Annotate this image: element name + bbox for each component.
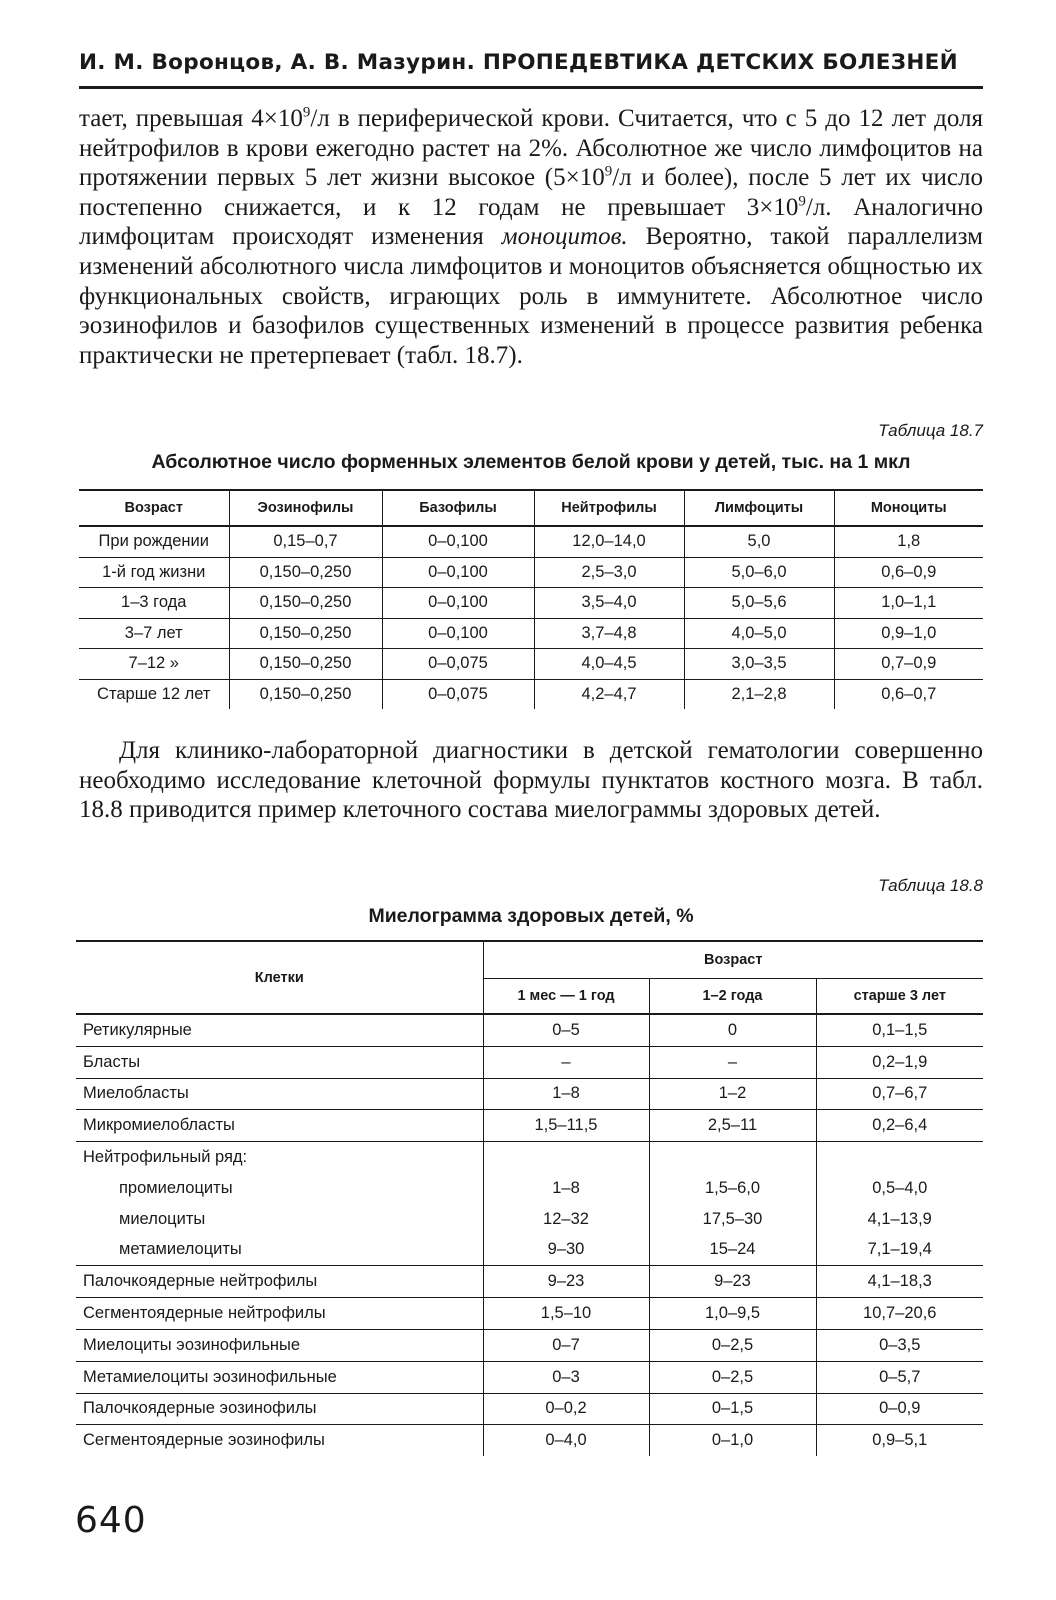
col-header-age-2: 1–2 года — [649, 979, 816, 1015]
body-paragraph-1: тает, превышая $4\times 10^9/л$ в периферической крови. Считается, что с 5 до 12 лет доля нейтрофилов в крови ежегодно растет на 2%. Абсолютное же число лимфоцитов на протяжении первых 5 лет жизни высокое ($5\times 10^9/л$ и более), после 5 лет их число постепенно снижается, и к 12 годам не превышает $3\times 10^9/л$. Аналогично лимфоцитам происходят изменения моноцитов. Вероятно, такой параллелизм изменений абсолютного числа лимфоцитов и моноцитов объясняется общностью их функциональных свойств, играющих роль в иммунитете. Абсолютное число эозинофилов и базофилов существенных изменений в процессе развития ребенка практически не претерпевает (табл. 18.7). — [79, 104, 984, 369]
table-cell: 5,0–6,0 — [684, 557, 834, 588]
row-label: миелоциты — [119, 1209, 206, 1228]
table-cell: 3,0–3,5 — [684, 649, 834, 680]
table-row — [79, 649, 983, 680]
table-cell: 1,0–1,1 — [834, 588, 983, 619]
col-header-age: Возраст — [483, 941, 983, 979]
table-cell: 0–1,0 — [649, 1425, 816, 1456]
table-row — [76, 1046, 983, 1078]
table-cell: 0–0,100 — [382, 588, 534, 619]
table-18-8-title: Миелограмма здоровых детей, % — [368, 905, 694, 927]
table-cell: 4,0–4,5 — [534, 649, 684, 680]
table-cell: 12,0–14,0 — [534, 526, 684, 557]
table-cell: 0–0,100 — [382, 557, 534, 588]
table-18-8-label: Таблица 18.8 — [878, 876, 983, 895]
col-header-eosinophils: Эозинофилы — [229, 490, 382, 526]
table-cell: 0–5 — [483, 1014, 649, 1046]
table-row — [76, 1329, 983, 1361]
col-header-lymphocytes: Лимфоциты — [684, 490, 834, 526]
table-cell: 0,6–0,9 — [834, 557, 983, 588]
table-row — [76, 1298, 983, 1330]
table-cell: 9–23 — [483, 1266, 649, 1298]
table-cell: 0,5–4,0 — [816, 1173, 983, 1204]
row-label: Сегментоядерные нейтрофилы — [76, 1298, 483, 1330]
table-cell: 2,5–11 — [649, 1110, 816, 1142]
table-cell: 0–0,2 — [483, 1393, 649, 1425]
row-label: промиелоциты — [119, 1178, 233, 1197]
table-cell: 1–2 — [649, 1078, 816, 1110]
table-18-8 — [76, 940, 983, 1456]
row-label: Микромиелобласты — [76, 1110, 483, 1142]
col-header-monocytes: Моноциты — [834, 490, 983, 526]
table-row — [76, 1425, 983, 1456]
row-label: Нейтрофильный ряд: — [83, 1148, 248, 1167]
table-cell: 0 — [649, 1014, 816, 1046]
table-cell: 1,8 — [834, 526, 983, 557]
col-header-age-1: 1 мес — 1 год — [483, 979, 649, 1015]
table-cell: 1–8 — [483, 1078, 649, 1110]
table-cell: 0,15–0,7 — [229, 526, 382, 557]
table-18-7 — [79, 489, 983, 709]
table-cell: 7–12 » — [79, 649, 229, 680]
table-cell: 5,0 — [684, 526, 834, 557]
table-cell: 15–24 — [649, 1235, 816, 1266]
table-cell: 7,1–19,4 — [816, 1235, 983, 1266]
table-cell: 5,0–5,6 — [684, 588, 834, 619]
row-label: метамиелоциты — [76, 1235, 483, 1266]
table-cell: 2,1–2,8 — [684, 679, 834, 709]
table-cell: – — [483, 1046, 649, 1078]
table-row — [79, 526, 983, 557]
table-cell: 3–7 лет — [79, 618, 229, 649]
table-row — [76, 1078, 983, 1110]
col-header-neutrophils: Нейтрофилы — [534, 490, 684, 526]
running-header: И. М. Воронцов, А. В. Мазурин. ПРОПЕДЕВТИКА ДЕТСКИХ БОЛЕЗНЕЙ — [79, 50, 958, 75]
table-cell: 0–0,075 — [382, 679, 534, 709]
table-cell: 0–3,5 — [816, 1329, 983, 1361]
table-cell: 0–0,100 — [382, 618, 534, 649]
table-row — [76, 1361, 983, 1393]
table-row — [79, 679, 983, 709]
table-18-7-title: Абсолютное число форменных элементов белой крови у детей, тыс. на 1 мкл — [151, 451, 911, 473]
table-header-row — [79, 490, 983, 526]
table-cell: 0–0,9 — [816, 1393, 983, 1425]
table-18-7-label: Таблица 18.7 — [878, 421, 983, 440]
body-paragraph-2: Для клинико-лабораторной диагностики в детской гематологии совершенно необходимо исследование клеточной формулы пунктатов костного мозга. В табл. 18.8 приводится пример клеточного состава миелограммы здоровых детей. — [79, 737, 983, 824]
table-cell: 0,2–1,9 — [816, 1046, 983, 1078]
table-header-row — [76, 941, 983, 979]
table-cell: 0,150–0,250 — [229, 588, 382, 619]
table-row — [76, 1204, 983, 1235]
table-cell: 0,9–5,1 — [816, 1425, 983, 1456]
table-cell: 10,7–20,6 — [816, 1298, 983, 1330]
table-cell: Старше 12 лет — [97, 684, 211, 703]
table-row — [76, 1110, 983, 1142]
table-cell: 3,5–4,0 — [534, 588, 684, 619]
row-label: Бласты — [76, 1046, 483, 1078]
table-cell: 0–1,5 — [649, 1393, 816, 1425]
col-header-basophils: Базофилы — [382, 490, 534, 526]
table-cell: 0,150–0,250 — [229, 649, 382, 680]
table-cell: 17,5–30 — [649, 1204, 816, 1235]
table-cell: 0–2,5 — [649, 1329, 816, 1361]
table-row — [79, 618, 983, 649]
table-cell: 9–23 — [649, 1266, 816, 1298]
col-header-cells: Клетки — [76, 941, 483, 1014]
table-cell: При рождении — [79, 526, 229, 557]
table-cell: 0–7 — [483, 1329, 649, 1361]
table-cell — [816, 1142, 983, 1173]
row-label: Палочкоядерные нейтрофилы — [76, 1266, 483, 1298]
table-cell — [483, 1142, 649, 1173]
table-cell: 1,0–9,5 — [649, 1298, 816, 1330]
table-cell: 0,150–0,250 — [229, 618, 382, 649]
col-header-age: Возраст — [79, 490, 229, 526]
table-cell: 0–3 — [483, 1361, 649, 1393]
table-row — [76, 1393, 983, 1425]
table-cell: 2,5–3,0 — [534, 557, 684, 588]
table-cell: 1,5–10 — [483, 1298, 649, 1330]
table-row — [76, 1266, 983, 1298]
row-label: Метамиелоциты эозинофильные — [76, 1361, 483, 1393]
table-cell: 0–0,100 — [382, 526, 534, 557]
table-cell: 1–3 года — [79, 588, 229, 619]
row-label: Ретикулярные — [76, 1014, 483, 1046]
table-row — [76, 1014, 983, 1046]
table-row — [76, 1235, 983, 1266]
table-cell: – — [649, 1046, 816, 1078]
table-row — [76, 1173, 983, 1204]
table-cell: 12–32 — [483, 1204, 649, 1235]
table-cell: 0,150–0,250 — [229, 679, 382, 709]
table-cell: 0–5,7 — [816, 1361, 983, 1393]
table-cell: 3,7–4,8 — [534, 618, 684, 649]
row-label: Миелобласты — [76, 1078, 483, 1110]
table-cell: 4,0–5,0 — [684, 618, 834, 649]
table-cell — [649, 1142, 816, 1173]
table-row — [79, 557, 983, 588]
table-cell: 1,5–6,0 — [649, 1173, 816, 1204]
table-cell: 0,1–1,5 — [816, 1014, 983, 1046]
table-cell: 0–2,5 — [649, 1361, 816, 1393]
row-label: Палочкоядерные эозинофилы — [76, 1393, 483, 1425]
table-cell: 9–30 — [483, 1235, 649, 1266]
col-header-age-3: старше 3 лет — [816, 979, 983, 1015]
table-cell: 0,7–6,7 — [816, 1078, 983, 1110]
table-cell: 0,2–6,4 — [816, 1110, 983, 1142]
table-cell: 1,5–11,5 — [483, 1110, 649, 1142]
table-cell: 1-й год жизни — [79, 557, 229, 588]
table-cell: 4,2–4,7 — [534, 679, 684, 709]
table-cell: 0,150–0,250 — [229, 557, 382, 588]
row-label: Сегментоядерные эозинофилы — [83, 1431, 325, 1450]
table-cell: 4,1–18,3 — [816, 1266, 983, 1298]
table-cell: 0–4,0 — [483, 1425, 649, 1456]
table-row — [76, 1142, 983, 1173]
table-cell: 0,9–1,0 — [834, 618, 983, 649]
page-number: 640 — [75, 1500, 147, 1541]
header-rule — [79, 86, 983, 89]
row-label: Миелоциты эозинофильные — [76, 1329, 483, 1361]
table-cell: 0,6–0,7 — [834, 679, 983, 709]
table-cell: 0–0,075 — [382, 649, 534, 680]
table-row — [79, 588, 983, 619]
table-cell: 1–8 — [483, 1173, 649, 1204]
table-cell: 4,1–13,9 — [816, 1204, 983, 1235]
table-cell: 0,7–0,9 — [834, 649, 983, 680]
